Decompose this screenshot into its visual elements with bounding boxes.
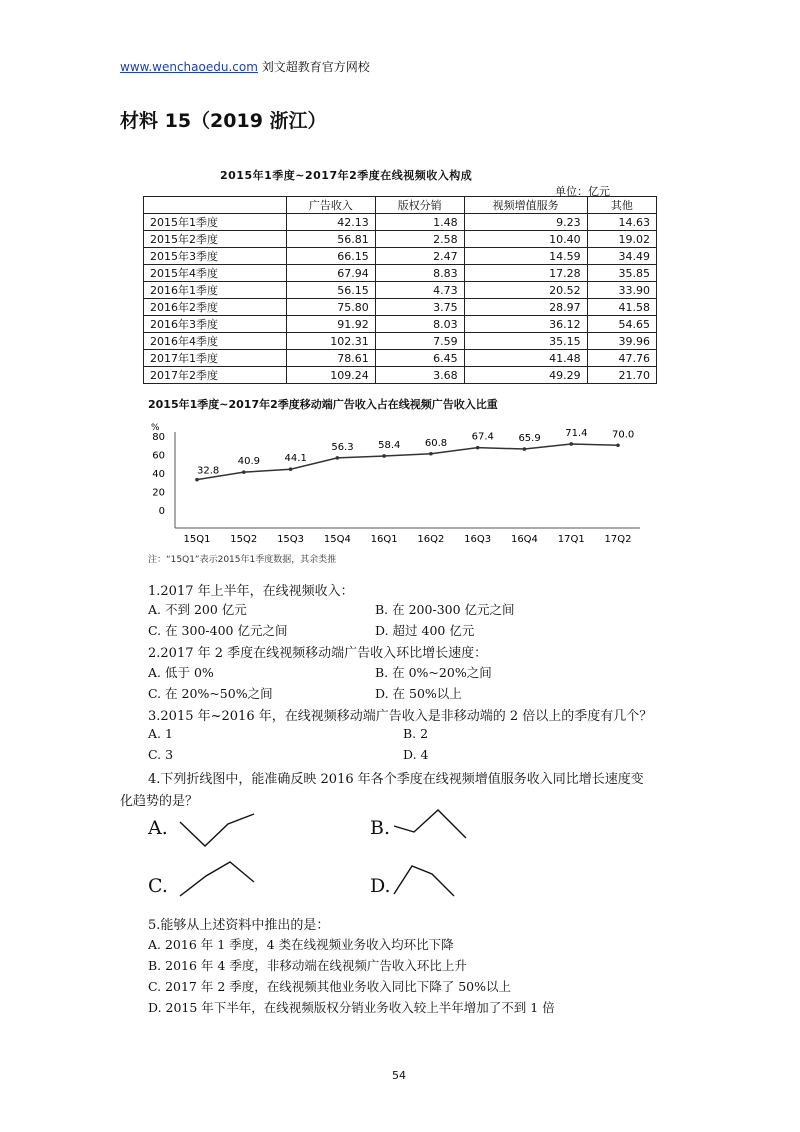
table-row: [144, 316, 657, 333]
page-number: 54: [392, 1069, 406, 1082]
data-label: 44.1: [284, 453, 307, 465]
question-1-stem: 1.2017 年上半年，在线视频收入：: [148, 584, 354, 599]
table-cell: 33.90: [587, 282, 656, 299]
question-4-stem-line2: 化趋势的是？: [120, 794, 199, 809]
data-point: [569, 442, 573, 446]
table-cell: 35.85: [587, 265, 656, 282]
q1-option-c[interactable]: C. 在 300-400 亿元之间: [148, 623, 288, 638]
table-row-label: 2016年4季度: [144, 333, 287, 350]
table-row-label: 2016年2季度: [144, 299, 287, 316]
table-title: 2015年1季度~2017年2季度在线视频收入构成: [220, 169, 473, 182]
data-label: 67.4: [471, 431, 494, 443]
table-row: [144, 231, 657, 248]
table-cell: 75.80: [287, 299, 376, 316]
table-cell: 2.58: [375, 231, 464, 248]
x-tick-label: 17Q2: [604, 534, 632, 545]
site-link[interactable]: www.wenchaoedu.com: [120, 60, 258, 74]
table-cell: 109.24: [287, 367, 376, 384]
table-row-label: 2017年2季度: [144, 367, 287, 384]
site-header: [120, 58, 370, 75]
table-cell: 28.97: [464, 299, 587, 316]
table-cell: 14.63: [587, 214, 656, 231]
table-cell: 102.31: [287, 333, 376, 350]
table-row: [144, 299, 657, 316]
table-cell: 2.47: [375, 248, 464, 265]
y-axis-label: %: [151, 423, 160, 433]
data-label: 40.9: [237, 456, 261, 468]
table-cell: 66.15: [287, 248, 376, 265]
table-cell: 49.29: [464, 367, 587, 384]
table-cell: 3.68: [375, 367, 464, 384]
q4-shape-c-line: [180, 862, 254, 896]
x-tick-label: 16Q2: [417, 534, 445, 545]
table-row: [144, 333, 657, 350]
table-cell: 20.52: [464, 282, 587, 299]
data-label: 70.0: [612, 429, 635, 441]
table-cell: 56.15: [287, 282, 376, 299]
x-tick-label: 15Q3: [277, 534, 305, 545]
question-2-stem: 2.2017 年 2 季度在线视频移动端广告收入环比增长速度：: [148, 646, 488, 661]
table-cell: 1.48: [375, 214, 464, 231]
q2-option-c[interactable]: C. 在 20%~50%之间: [148, 686, 273, 701]
q1-option-a[interactable]: A. 不到 200 亿元: [148, 602, 247, 617]
table-header-cell: 视频增值服务: [464, 197, 587, 214]
table-cell: 8.83: [375, 265, 464, 282]
q4-shape-d-line: [394, 866, 454, 896]
table-row-label: 2015年4季度: [144, 265, 287, 282]
table-cell: 17.28: [464, 265, 587, 282]
q4-shape-a-line: [180, 814, 254, 846]
q4-option-d[interactable]: D.: [370, 875, 391, 897]
data-point: [289, 467, 293, 471]
chart-title: 2015年1季度~2017年2季度移动端广告收入占在线视频广告收入比重: [148, 398, 498, 411]
q5-option-c[interactable]: C. 2017 年 2 季度，在线视频其他业务收入同比下降了 50%以上: [148, 979, 512, 994]
table-cell: 3.75: [375, 299, 464, 316]
table-cell: 7.59: [375, 333, 464, 350]
q5-option-b[interactable]: B. 2016 年 4 季度，非移动端在线视频广告收入环比上升: [148, 958, 467, 973]
table-cell: 78.61: [287, 350, 376, 367]
table-cell: 10.40: [464, 231, 587, 248]
table-cell: 36.12: [464, 316, 587, 333]
table-cell: 6.45: [375, 350, 464, 367]
x-tick-label: 16Q1: [370, 534, 398, 545]
revenue-table: [143, 196, 657, 384]
y-tick-label: 0: [158, 506, 165, 517]
question-3-stem: 3.2015 年~2016 年，在线视频移动端广告收入是非移动端的 2 倍以上的季度有几个？: [148, 709, 653, 724]
table-cell: 67.94: [287, 265, 376, 282]
table-cell: 4.73: [375, 282, 464, 299]
q3-option-b[interactable]: B. 2: [403, 726, 429, 741]
table-cell: 9.23: [464, 214, 587, 231]
table-header-cell: 版权分销: [375, 197, 464, 214]
y-tick-label: 40: [152, 469, 165, 480]
x-tick-label: 15Q1: [183, 534, 211, 545]
table-row-label: 2015年1季度: [144, 214, 287, 231]
x-tick-label: 15Q2: [230, 534, 258, 545]
table-cell: 91.92: [287, 316, 376, 333]
table-cell: 56.81: [287, 231, 376, 248]
table-row: [144, 214, 657, 231]
table-unit: 单位：亿元: [555, 185, 610, 198]
data-label: 56.3: [331, 441, 354, 453]
q1-option-b[interactable]: B. 在 200-300 亿元之间: [375, 602, 515, 617]
table-cell: 19.02: [587, 231, 656, 248]
data-point: [429, 452, 433, 456]
page-title: 材料 15（2019 浙江）: [120, 110, 327, 132]
table-row-label: 2015年3季度: [144, 248, 287, 265]
data-label: 71.4: [565, 427, 588, 439]
table-cell: 39.96: [587, 333, 656, 350]
data-point: [242, 470, 246, 474]
chart-note: 注：“15Q1”表示2015年1季度数据，其余类推: [148, 555, 337, 565]
data-point: [476, 446, 480, 450]
q4-shape-b-line: [394, 810, 466, 838]
question-4-stem-line1: 4.下列折线图中，能准确反映 2016 年各个季度在线视频增值服务收入同比增长速度变: [148, 772, 644, 787]
table-header-cell: 广告收入: [287, 197, 376, 214]
table-header-cell: [144, 197, 287, 214]
data-label: 60.8: [424, 437, 448, 449]
table-header-cell: 其他: [587, 197, 656, 214]
q3-option-a[interactable]: A. 1: [148, 726, 173, 741]
table-row-label: 2016年1季度: [144, 282, 287, 299]
q4-option-c[interactable]: C.: [148, 875, 168, 897]
table-row: [144, 350, 657, 367]
table-cell: 35.15: [464, 333, 587, 350]
data-point: [195, 478, 199, 482]
table-cell: 54.65: [587, 316, 656, 333]
q1-option-d[interactable]: D. 超过 400 亿元: [375, 623, 475, 638]
table-cell: 14.59: [464, 248, 587, 265]
y-tick-label: 60: [152, 450, 165, 462]
data-label: 32.8: [197, 465, 220, 477]
q3-option-d[interactable]: D. 4: [403, 747, 429, 762]
q4-option-b[interactable]: B.: [370, 817, 391, 839]
data-point: [382, 454, 386, 458]
table-row: [144, 248, 657, 265]
q2-option-b[interactable]: B. 在 0%~20%之间: [375, 665, 492, 680]
data-label: 58.4: [378, 439, 401, 451]
table-row-label: 2017年1季度: [144, 350, 287, 367]
table-row-label: 2016年3季度: [144, 316, 287, 333]
x-tick-label: 17Q1: [557, 534, 585, 545]
data-label: 65.9: [518, 433, 541, 445]
q3-option-c[interactable]: C. 3: [148, 747, 174, 762]
q4-shape-b[interactable]: [392, 808, 472, 844]
data-point: [523, 447, 527, 451]
table-cell: 34.49: [587, 248, 656, 265]
table-row: [144, 282, 657, 299]
line-chart: [125, 420, 645, 555]
q5-option-a[interactable]: A. 2016 年 1 季度，4 类在线视频业务收入均环比下降: [148, 937, 454, 952]
data-point: [336, 456, 340, 460]
table-header-row: [144, 197, 657, 214]
table-row-label: 2015年2季度: [144, 231, 287, 248]
q5-option-d[interactable]: D. 2015 年下半年，在线视频版权分销业务收入较上半年增加了不到 1 倍: [148, 1000, 555, 1015]
question-5-stem: 5.能够从上述资料中推出的是：: [148, 918, 330, 933]
data-point: [616, 443, 620, 447]
site-suffix: 刘文超教育官方网校: [257, 60, 370, 74]
table-cell: 21.70: [587, 367, 656, 384]
x-tick-label: 15Q4: [323, 534, 351, 545]
table-cell: 41.48: [464, 350, 587, 367]
q2-option-a[interactable]: A. 低于 0%: [148, 665, 214, 680]
table-row: [144, 265, 657, 282]
x-tick-label: 16Q3: [464, 534, 492, 545]
q4-shape-d[interactable]: [392, 862, 462, 898]
table-body: [144, 214, 657, 384]
table-cell: 47.76: [587, 350, 656, 367]
y-tick-label: 80: [152, 432, 165, 443]
table-cell: 8.03: [375, 316, 464, 333]
q4-shape-c[interactable]: [178, 858, 258, 900]
table-cell: 42.13: [287, 214, 376, 231]
q2-option-d[interactable]: D. 在 50%以上: [375, 686, 462, 701]
table-cell: 41.58: [587, 299, 656, 316]
q4-option-a[interactable]: A.: [148, 817, 168, 839]
q4-shape-a[interactable]: [178, 812, 258, 852]
x-tick-label: 16Q4: [510, 534, 538, 545]
table-row: [144, 367, 657, 384]
y-tick-label: 20: [152, 487, 165, 499]
